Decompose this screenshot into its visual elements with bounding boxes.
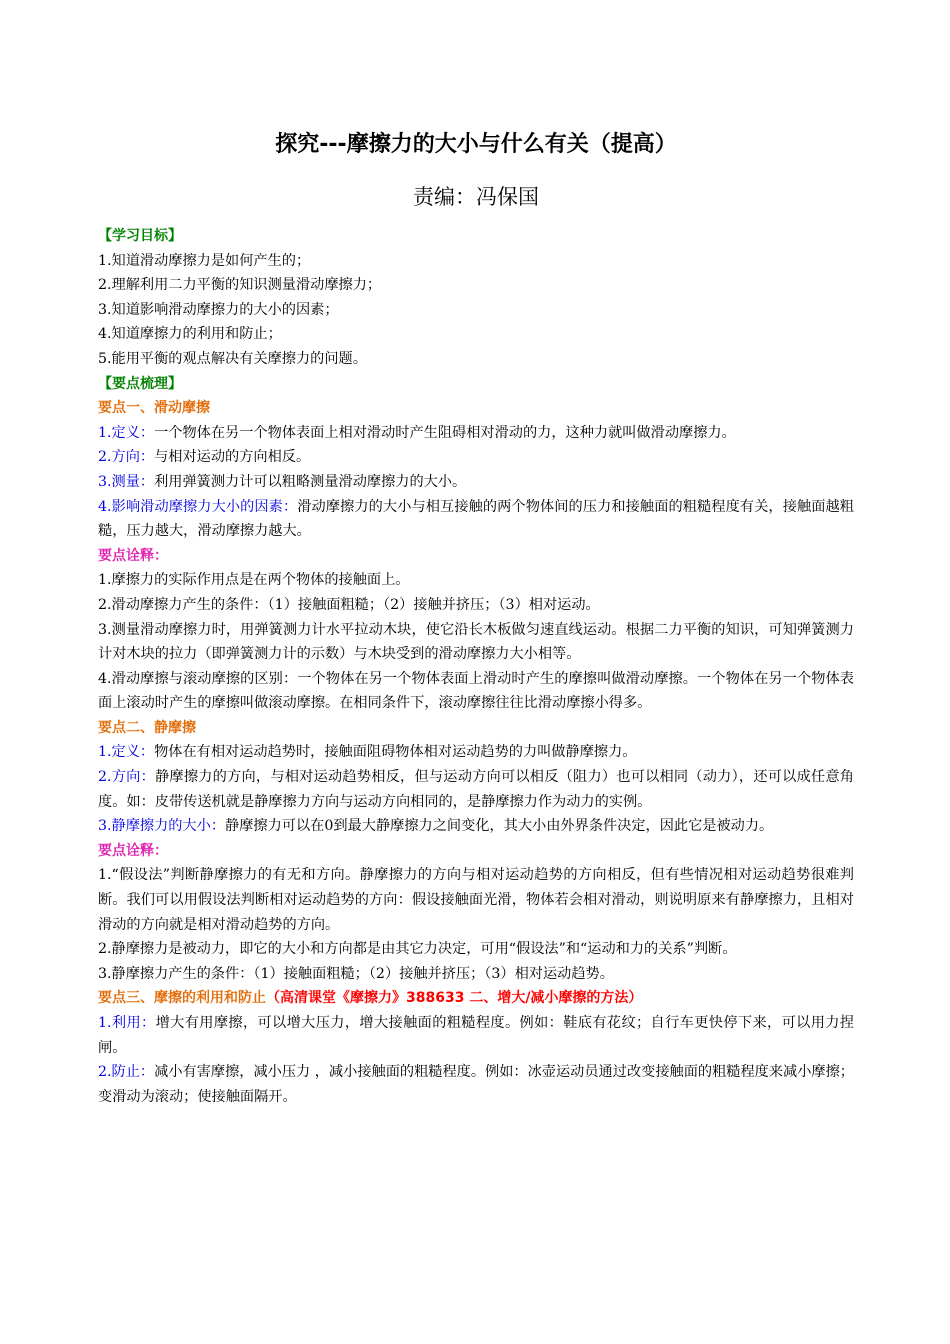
- item-text: 一个物体在另一个物体表面上相对滑动时产生阻碍相对滑动的力，这种力就叫做滑动摩擦力。: [154, 424, 736, 441]
- point1-item: [98, 421, 854, 446]
- point3-item: [98, 1011, 854, 1060]
- point2-note: 2.静摩擦力是被动力，即它的大小和方向都是由其它力决定，可用“假设法”和“运动和力的关系”判断。: [98, 941, 737, 958]
- point2-heading: 要点二、静摩擦: [98, 719, 196, 736]
- point2-item: [98, 765, 854, 814]
- objective-item: 3.知道影响滑动摩擦力的大小的因素；: [98, 301, 339, 318]
- point3-item: [98, 1060, 854, 1109]
- item-label: 1.定义：: [98, 424, 155, 441]
- point2-item: [98, 814, 854, 839]
- objective-item: 2.理解利用二力平衡的知识测量滑动摩擦力；: [98, 277, 382, 294]
- item-label: 3.静摩擦力的大小：: [98, 818, 226, 835]
- point2-notes-heading: 要点诠释：: [98, 842, 168, 859]
- objective-item: 5.能用平衡的观点解决有关摩擦力的问题。: [98, 350, 367, 367]
- point1-item: [98, 470, 854, 495]
- point1-notes-heading: 要点诠释：: [98, 547, 168, 564]
- point1-item: [98, 445, 854, 470]
- item-label: 2.方向：: [98, 449, 155, 466]
- item-text: 静摩擦力的方向，与相对运动趋势相反，但与运动方向可以相反（阻力）也可以相同（动力），还可以成任意角度。如：皮带传送机就是静摩擦力方向与运动方向相同的，是静摩擦力作为动力的实例。: [98, 769, 854, 810]
- item-label: 2.防止：: [98, 1064, 155, 1081]
- point2-note: 1.“假设法”判断静摩擦力的有无和方向。静摩擦力的方向与相对运动趋势的方向相反，但有些情况相对运动趋势很难判断。我们可以用假设法判断相对运动趋势的方向：假设接触面光滑，物体若会相对滑动，则说明原来有静摩擦力，且相对滑动的方向就是相对滑动趋势的方向。: [98, 867, 854, 933]
- point1-note: 4.滑动摩擦与滚动摩擦的区别：一个物体在另一个物体表面上滑动时产生的摩擦叫做滑动摩擦。一个物体在另一个物体表面上滚动时产生的摩擦叫做滚动摩擦。在相同条件下，滚动摩擦往往比滑动摩擦小得多。: [98, 670, 854, 712]
- item-label: 1.定义：: [98, 744, 155, 761]
- point2-item: [98, 740, 854, 765]
- point1-note: 1.摩擦力的实际作用点是在两个物体的接触面上。: [98, 572, 410, 589]
- item-text: 减小有害摩擦，减小压力 ，减小接触面的粗糙程度。例如：冰壶运动员通过改变接触面的粗糙程度来减小摩擦；变滑动为滚动；使接触面隔开。: [98, 1064, 854, 1105]
- item-text: 物体在有相对运动趋势时，接触面阻碍物体相对运动趋势的力叫做静摩擦力。: [154, 744, 637, 761]
- objectives-heading: 【学习目标】: [98, 228, 182, 244]
- summary-heading: 【要点梳理】: [98, 375, 182, 392]
- item-text: 增大有用摩擦，可以增大压力，增大接触面的粗糙程度。例如：鞋底有花纹；自行车更快停下来，可以用力捏闸。: [98, 1015, 854, 1056]
- item-label: 4.影响滑动摩擦力大小的因素：: [98, 498, 298, 515]
- item-text: 与相对运动的方向相反。: [154, 449, 311, 466]
- item-label: 2.方向：: [98, 769, 156, 786]
- document-title: 探究---摩擦力的大小与什么有关（提高）: [275, 132, 677, 157]
- point1-note: 3.测量滑动摩擦力时，用弹簧测力计水平拉动木块，使它沿长木板做匀速直线运动。根据二力平衡的知识，可知弹簧测力计对木块的拉力（即弹簧测力计的示数）与木块受到的滑动摩擦力大小相等。: [98, 621, 854, 663]
- item-text: 利用弹簧测力计可以粗略测量滑动摩擦力的大小。: [154, 473, 467, 490]
- item-text: 滑动摩擦力的大小与相互接触的两个物体间的压力和接触面的粗糙程度有关，接触面越粗糙，压力越大，滑动摩擦力越大。: [98, 498, 854, 540]
- editor-line: 责编：冯保国: [413, 185, 539, 209]
- point3-heading: 要点三、摩擦的利用和防止: [98, 990, 266, 1007]
- item-label: 3.测量：: [98, 473, 155, 490]
- objective-item: 1.知道滑动摩擦力是如何产生的；: [98, 252, 311, 269]
- point3-heading-link[interactable]: （高清课堂《摩擦力》388633 二、增大/减小摩擦的方法）: [266, 990, 643, 1007]
- item-label: 1.利用：: [98, 1015, 156, 1031]
- point1-item: [98, 495, 854, 544]
- point1-note: 2.滑动摩擦力产生的条件：（1）接触面粗糙；（2）接触并挤压；（3）相对运动。: [98, 596, 600, 613]
- point2-note: 3.静摩擦力产生的条件：（1）接触面粗糙；（2）接触并挤压；（3）相对运动趋势。: [98, 965, 614, 982]
- item-text: 静摩擦力可以在0到最大静摩擦力之间变化，其大小由外界条件决定，因此它是被动力。: [225, 818, 774, 835]
- document-page: [98, 130, 854, 1109]
- point1-heading: 要点一、滑动摩擦: [98, 400, 210, 417]
- objective-item: 4.知道摩擦力的利用和防止；: [98, 326, 282, 343]
